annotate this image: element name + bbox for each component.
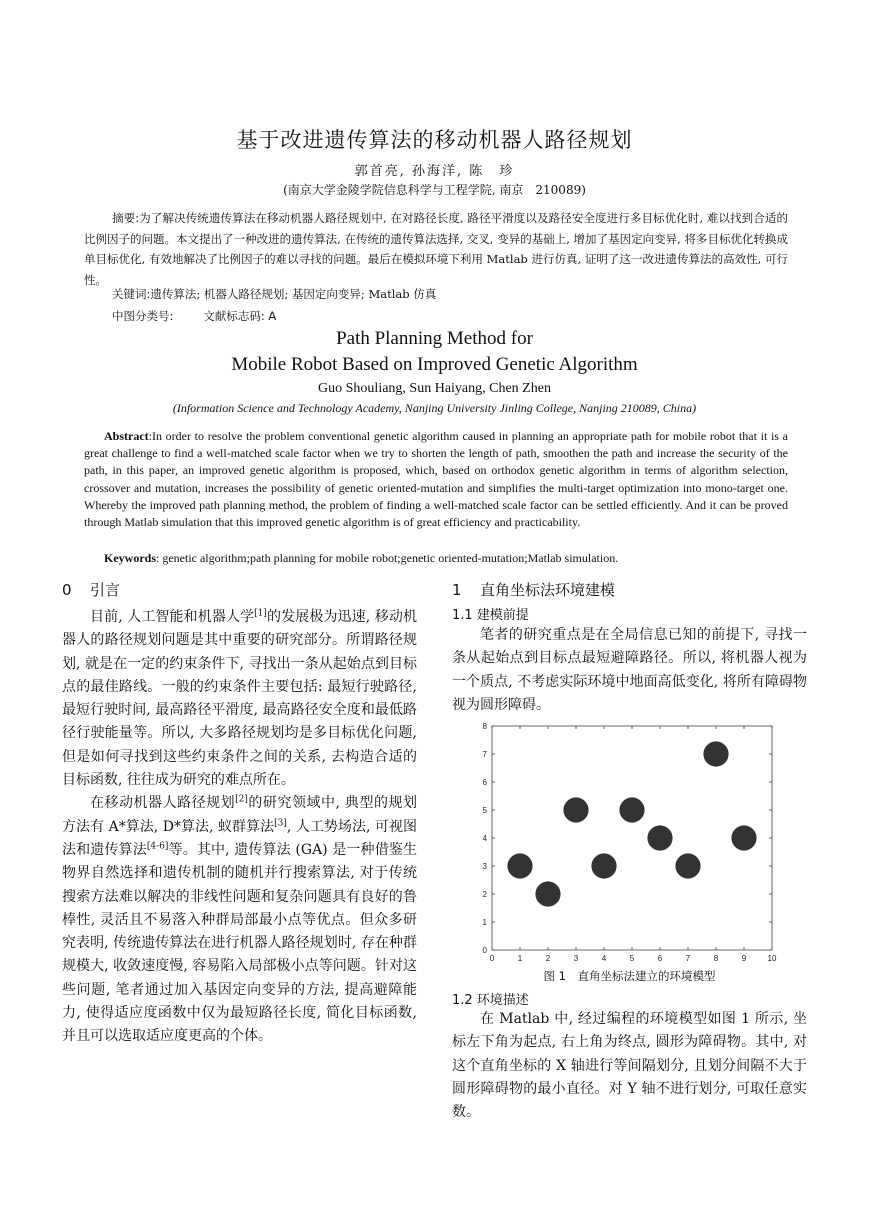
x-tick-label: 9 bbox=[741, 954, 747, 963]
x-tick-label: 2 bbox=[545, 954, 551, 963]
subsection-1-1-body bbox=[452, 624, 807, 717]
s11-paragraph: 笔者的研究重点是在全局信息已知的前提下, 寻找一条从起始点到目标点最短避障路径。所以, 将机器人视为一个质点, 不考虑实际环境中地面高低变化, 将所有障碍物视为圆形障碍。 bbox=[452, 627, 807, 713]
y-tick-label: 6 bbox=[482, 778, 487, 787]
subsection-1-2-heading: 1.2 环境描述 bbox=[452, 993, 529, 1008]
doc-code-label: 文献标志码: A bbox=[203, 309, 277, 323]
paper-title-cn: 基于改进遗传算法的移动机器人路径规划 bbox=[236, 128, 633, 152]
environment-model-figure bbox=[470, 718, 790, 968]
citation-ref: [2] bbox=[235, 794, 248, 805]
obstacle-point bbox=[591, 853, 616, 878]
intro-paragraph-1 bbox=[62, 606, 417, 792]
section-1-number: 1 bbox=[452, 581, 462, 599]
obstacle-point bbox=[619, 797, 644, 822]
y-tick-label: 0 bbox=[482, 946, 487, 955]
y-tick-label: 5 bbox=[482, 806, 487, 815]
obstacle-point bbox=[647, 825, 672, 850]
intro-paragraph-2 bbox=[62, 792, 417, 1048]
abstract-cn-label: 摘要: bbox=[112, 211, 140, 225]
x-tick-label: 3 bbox=[573, 954, 579, 963]
x-tick-label: 7 bbox=[685, 954, 691, 963]
x-tick-label: 0 bbox=[489, 954, 495, 963]
x-tick-label: 5 bbox=[629, 954, 635, 963]
intro-p2-text-d: 等。其中, 遗传算法 (GA) 是一种借鉴生物界自然选择和遗传机制的随机并行搜索算法, 对于传统搜索方法难以解决的非线性问题和复杂问题具有良好的鲁棒性, 灵活且不易落入种群局部最小点等优点。但众多研究表明, 传统遗传算法在进行机器人路径规划时, 存在种群规模大, 收敛速度慢, 容易陷入局部极小点等问题。针对这些问题, 笔者通过加入基因定向变异的方法, 提高避障能力, 使得适应度函数中仅为最短路径长度, 简化目标函数, 并且可以选取适应度更高的个体。 bbox=[62, 841, 417, 1045]
paper-title-en-line1: Path Planning Method for bbox=[336, 328, 533, 349]
intro-p2-text-b: 的研究领域中, 典型的规划方法有 A*算法, D*算法, 蚁群算法 bbox=[62, 795, 417, 835]
intro-p2-text-a: 在移动机器人路径规划 bbox=[90, 795, 236, 812]
obstacle-point bbox=[675, 853, 700, 878]
affiliation-cn: (南京大学金陵学院信息科学与工程学院, 南京 210089) bbox=[283, 183, 586, 197]
y-tick-label: 3 bbox=[482, 862, 487, 871]
y-tick-label: 8 bbox=[482, 722, 487, 731]
intro-p2-text-c: , 人工势场法, 可视图法和遗传算法 bbox=[62, 818, 417, 858]
class-number-label: 中图分类号: bbox=[112, 309, 174, 323]
obstacle-point bbox=[703, 741, 728, 766]
keywords-en-label: Keywords bbox=[104, 551, 156, 565]
figure-1-caption: 图 1 直角坐标法建立的环境模型 bbox=[543, 969, 716, 983]
x-tick-label: 6 bbox=[657, 954, 663, 963]
section-0-body bbox=[62, 606, 417, 1049]
obstacle-point bbox=[507, 853, 532, 878]
subsection-1-1-heading: 1.1 建模前提 bbox=[452, 608, 529, 623]
paper-title-en-line2: Mobile Robot Based on Improved Genetic Algorithm bbox=[231, 354, 638, 375]
section-0-title: 引言 bbox=[90, 581, 121, 599]
y-tick-label: 4 bbox=[482, 834, 487, 843]
keywords-en bbox=[104, 551, 618, 566]
abstract-cn bbox=[84, 208, 788, 290]
s12-paragraph: 在 Matlab 中, 经过编程的环境模型如图 1 所示, 坐标左下角为起点, 右上角为终点, 圆形为障碍物。其中, 对这个直角坐标的 X 轴进行等间隔划分, 且划分间隔不大于圆形障碍物的最小直径。对 Y 轴不进行划分, 可取任意实数。 bbox=[452, 1011, 807, 1121]
authors-cn: 郭首亮, 孙海洋, 陈 珍 bbox=[354, 164, 515, 179]
intro-p1-text-b: 的发展极为迅速, 移动机器人的路径规划问题是其中重要的研究部分。所谓路径规划, 就是在一定的约束条件下, 寻找出一条从起始点到目标点的最佳路线。一般的约束条件主要包括: 最短行驶路径, 最短行驶时间, 最高路径平滑度, 最高路径安全度和最低路径行驶能量等。所以, 大多路径规划均是多目标优化问题, 但是如何寻找到这些约束条件之间的关系, 去构造合适的目标函数, 往往成为研究的难点所在。 bbox=[62, 609, 417, 789]
subsection-1-2-body bbox=[452, 1008, 807, 1124]
abstract-en bbox=[84, 428, 788, 531]
x-tick-label: 8 bbox=[713, 954, 719, 963]
abstract-en-label: Abstract bbox=[104, 429, 149, 443]
keywords-cn bbox=[112, 286, 436, 302]
plot-frame bbox=[492, 726, 772, 950]
y-tick-label: 7 bbox=[482, 750, 487, 759]
citation-ref: [4-6] bbox=[146, 841, 169, 852]
abstract-cn-text: 为了解决传统遗传算法在移动机器人路径规划中, 在对路径长度, 路径平滑度以及路径安全度进行多目标优化时, 难以找到合适的比例因子的问题。本文提出了一种改进的遗传算法, 在传统的遗传算法选择, 交叉, 变异的基础上, 增加了基因定向变异, 将多目标优化转换成单目标优化, 有效地解决了比例因子的难以寻找的问题。最后在模拟环境下利用 Matlab 进行仿真, 证明了这一改进遗传算法的高效性, 可行性。 bbox=[84, 211, 788, 287]
citation-ref: [3] bbox=[274, 818, 287, 829]
y-tick-label: 1 bbox=[482, 918, 487, 927]
x-tick-label: 1 bbox=[517, 954, 523, 963]
x-tick-label: 10 bbox=[767, 954, 777, 963]
section-1-title: 直角坐标法环境建模 bbox=[480, 581, 616, 599]
citation-ref: [1] bbox=[254, 608, 267, 619]
obstacle-point bbox=[731, 825, 756, 850]
authors-en: Guo Shouliang, Sun Haiyang, Chen Zhen bbox=[318, 381, 551, 396]
affiliation-en: (Information Science and Technology Academy, Nanjing University Jinling College, Nanjing 210089, China) bbox=[172, 401, 697, 415]
intro-p1-text-a: 目前, 人工智能和机器人学 bbox=[90, 609, 255, 625]
section-1-heading bbox=[452, 579, 615, 600]
classification-line bbox=[112, 308, 306, 324]
obstacle-point bbox=[535, 881, 560, 906]
keywords-en-text: : genetic algorithm;path planning for mobile robot;genetic oriented-mutation;Matlab simulation. bbox=[156, 551, 619, 565]
x-tick-label: 4 bbox=[601, 954, 607, 963]
section-0-number: 0 bbox=[62, 581, 72, 599]
abstract-en-text: :In order to resolve the problem conventional genetic algorithm caused in planning an appropriate path for mobile robot that it is a great challenge to find a well-matched scale factor when we try to shorten the length of path, smoothen the path and increase the security of the path, in this paper, an improved genetic algorithm is proposed, which, based on orthodox genetic algorithm in terms of algorithm selection, crossover and mutation, increases the possibility of genetic oriented-mutation and simplifies the multi-target optimization into mono-target one. Whereby the improved path planning method, the problem of finding a well-matched scale factor can be settled efficiently. And it can be proved through Matlab simulation that this improved genetic algorithm is of great efficiency and practicability. bbox=[84, 429, 788, 530]
keywords-cn-text: 遗传算法; 机器人路径规划; 基因定向变异; Matlab 仿真 bbox=[150, 287, 437, 301]
keywords-cn-label: 关键词: bbox=[112, 287, 151, 301]
section-0-heading bbox=[62, 579, 120, 600]
obstacle-point bbox=[563, 797, 588, 822]
y-tick-label: 2 bbox=[482, 890, 487, 899]
